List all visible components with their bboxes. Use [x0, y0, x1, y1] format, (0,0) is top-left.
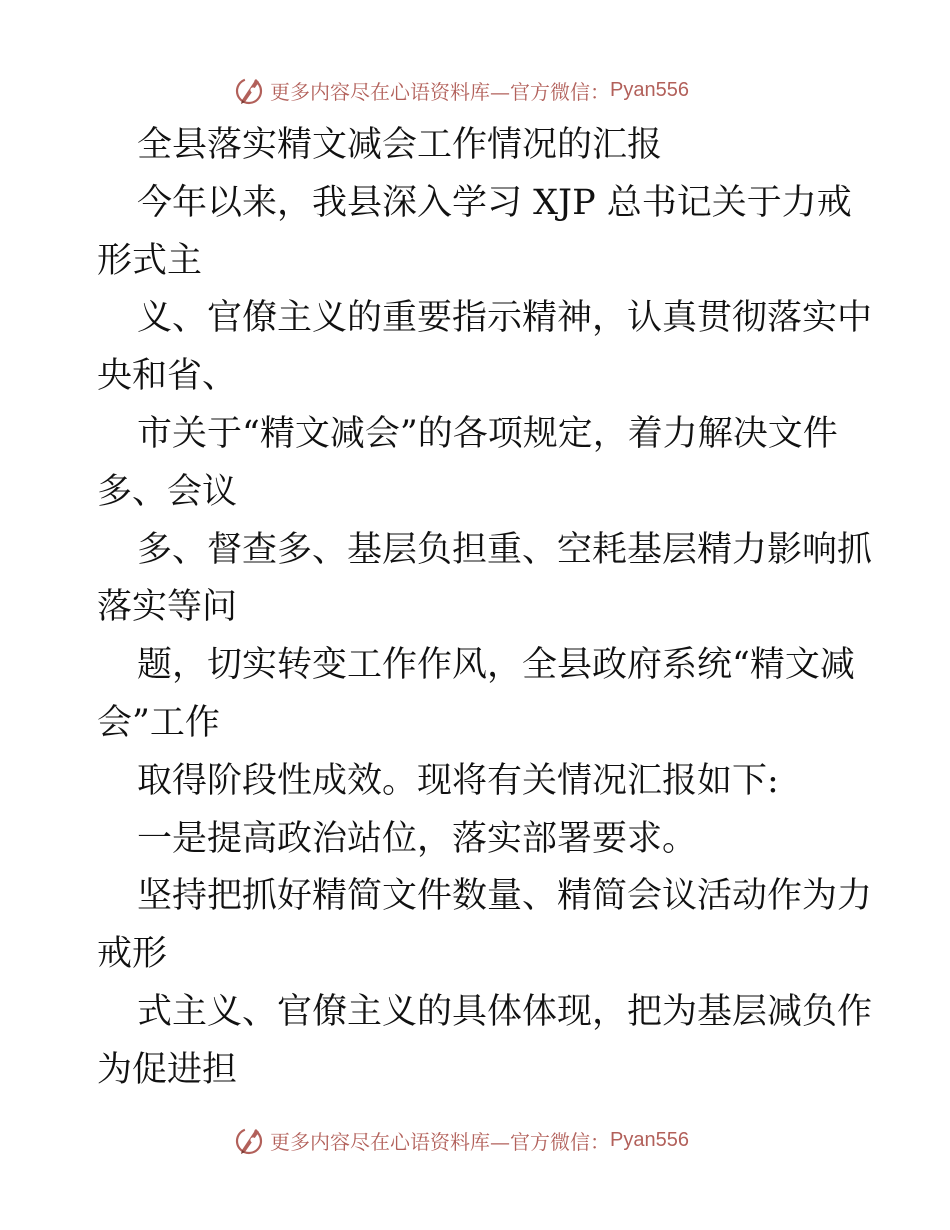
text-line: 义、官僚主义的重要指示精神，认真贯彻落实中: [137, 298, 873, 339]
text-line: 会”工作: [97, 702, 220, 743]
text-line: 为促进担: [97, 1049, 238, 1090]
watermark-handle: Pyan556: [610, 1128, 689, 1151]
text-line: 形式主: [97, 240, 203, 281]
document-body: [97, 117, 873, 1100]
text-line: 多、会议: [97, 471, 238, 512]
text-line: 多、督查多、基层负担重、空耗基层精力影响抓: [137, 529, 873, 570]
header-watermark: [232, 73, 689, 107]
watermark-text: 更多内容尽在心语资料库—官方微信：: [270, 79, 610, 104]
text-line: 今年以来，我县深入学习 XJP 总书记关于力戒: [137, 182, 852, 223]
text-line: 题，切实转变工作作风，全县政府系统“精文减: [137, 645, 855, 686]
quill-pen-logo-icon: [232, 1123, 266, 1157]
text-line: 市关于“精文减会”的各项规定，着力解决文件: [137, 413, 838, 454]
quill-pen-logo-icon: [232, 73, 266, 107]
watermark-text: 更多内容尽在心语资料库—官方微信：: [270, 1129, 610, 1154]
watermark-handle: Pyan556: [610, 78, 689, 101]
text-line: 戒形: [97, 934, 168, 975]
text-line: 坚持把抓好精简文件数量、精简会议活动作为力: [137, 876, 873, 917]
document-title: 全县落实精文减会工作情况的汇报: [137, 125, 663, 165]
footer-watermark: [232, 1123, 689, 1157]
text-line: 式主义、官僚主义的具体体现，把为基层减负作: [137, 991, 873, 1032]
text-line: 央和省、: [97, 356, 238, 397]
text-line: 取得阶段性成效。现将有关情况汇报如下:: [137, 760, 779, 801]
text-line: 落实等问: [97, 587, 238, 628]
section-heading: 一是提高政治站位，落实部署要求。: [137, 818, 698, 859]
